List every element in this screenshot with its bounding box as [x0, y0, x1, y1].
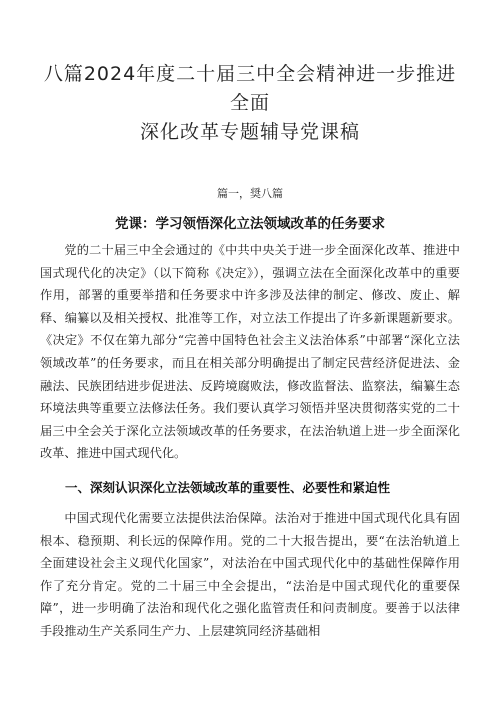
body-paragraph-1: 党的二十届三中全会通过的《中共中央关于进一步全面深化改革、推进中国式现代化的决定》（以下简称《决定》），强调立法在全面深化改革中的重要作用，部署的重要举措和任务要求中许多涉及法律的制定、修改、废止、解释、编纂以及相关授权、批准等工作，对立法工作提出了许多新课题新要求。《决定》不仅在第九部分“完善中国特色社会主义法治体系”中部署“深化立法领域改革”的任务要求，而且在相关部分明确提出了制定民营经济促进法、金融法、民族团结进步促进法、反跨境腐败法，修改监督法、监察法，编纂生态环境法典等重要立法修法任务。我们要认真学习领悟并坚决贯彻落实党的二十届三中全会关于深化立法领域改革的任务要求，在法治轨道上进一步全面深化改革、推进中国式现代化。 — [40, 243, 460, 461]
document-title — [40, 60, 460, 147]
article-number: 篇一，奨八篇 — [217, 187, 283, 200]
document-title-line-2: 深化改革专题辅导党课稿 — [139, 121, 360, 143]
subheading-1: 一、深刻认识深化立法领域改革的重要性、必要性和紧迫性 — [65, 479, 391, 495]
document-title-line-1: 八篇2024年度二十届三中全会精神进一步推进全面 — [43, 63, 457, 114]
body-paragraph-2: 中国式现代化需要立法提供法治保障。法治对于推进中国式现代化具有固根本、稳预期、利长远的保障作用。党的二十大报告提出，要“在法治轨道上全面建设社会主义现代化国家”，对法治在中国式现代化中的基础性保障作用作了充分肯定。党的二十届三中全会提出，“法治是中国式现代化的重要保障”，进一步明确了法治和现代化之强化监管责任和问责制度。要善于以法律手段推动生产关系同生产力、上层建筑同经济基础相 — [40, 510, 460, 638]
section-heading: 党课：学习领悟深化立法领域改革的任务要求 — [115, 216, 385, 232]
